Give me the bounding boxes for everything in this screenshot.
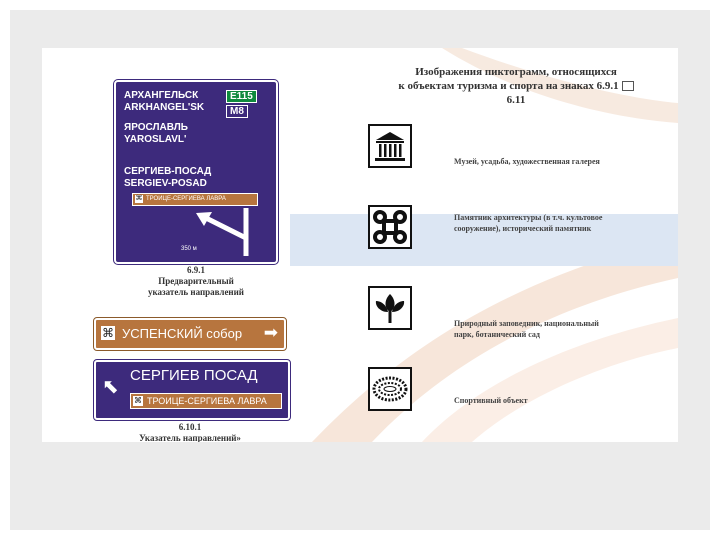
route-e115-badge: E115 bbox=[226, 90, 257, 103]
route-m8-badge: M8 bbox=[226, 105, 248, 118]
distance-label: 350 м bbox=[181, 246, 197, 252]
heading-line: Изображения пиктограмм, относящихся bbox=[415, 66, 617, 78]
sign-6-10-1 bbox=[94, 360, 290, 420]
monument-icon bbox=[370, 207, 410, 247]
cultural-heritage-icon: ⌘ bbox=[134, 396, 142, 405]
pictogram-label-line: Природный заповедник, национальный bbox=[454, 319, 599, 328]
pictogram-label-nature bbox=[454, 318, 599, 340]
caption-6-10-1 bbox=[94, 422, 286, 442]
heading-line bbox=[366, 79, 666, 93]
pictogram-label-line: парк, ботанический сад bbox=[454, 330, 540, 339]
sign-line-yaroslavl-ru: ЯРОСЛАВЛЬ bbox=[124, 122, 188, 133]
caption-number: 6.10.1 bbox=[178, 422, 202, 432]
sign-line-arkhangelsk-ru: АРХАНГЕЛЬСК bbox=[124, 90, 199, 101]
lavra-plate bbox=[130, 393, 282, 409]
museum-icon bbox=[370, 126, 410, 166]
sign-line-sergiev-ru: СЕРГИЕВ-ПОСАД bbox=[124, 166, 212, 177]
cultural-heritage-icon: ⌘ bbox=[135, 195, 143, 202]
lavra-plate bbox=[132, 193, 258, 206]
brown-sign-text: УСПЕНСКИЙ собор bbox=[122, 326, 243, 341]
brown-direction-sign bbox=[94, 318, 286, 350]
museum-icon bbox=[368, 124, 412, 168]
up-left-arrow-icon: ⬉ bbox=[102, 376, 119, 398]
caption-6-9-1 bbox=[114, 265, 278, 298]
caption-line: Указатель направлений» bbox=[139, 433, 241, 442]
sports-facility-icon bbox=[370, 369, 410, 409]
heading-line-text: к объектам туризма и спорта на знаках 6.9.1 bbox=[398, 80, 619, 92]
lavra-plate-text: ТРОИЦЕ-СЕРГИЕВА ЛАВРА bbox=[147, 396, 267, 406]
pictogram-label-line: Памятник архитектуры (в т.ч. культовое bbox=[454, 213, 603, 222]
slide-frame bbox=[10, 10, 710, 530]
sign-line-arkhangelsk-en: ARKHANGEL'SK bbox=[124, 102, 205, 113]
nature-reserve-icon bbox=[368, 286, 412, 330]
pictograms-heading bbox=[366, 65, 666, 107]
pictogram-label-museum bbox=[454, 156, 600, 167]
document-icon bbox=[622, 81, 634, 91]
caption-line: указатель направлений bbox=[147, 287, 244, 297]
sign-6-9-1 bbox=[114, 80, 278, 264]
sports-facility-icon bbox=[368, 367, 412, 411]
monument-icon bbox=[368, 205, 412, 249]
slide bbox=[42, 48, 678, 442]
lavra-plate-text: ТРОИЦЕ-СЕРГИЕВА ЛАВРА bbox=[146, 196, 226, 202]
pictogram-label-line: Спортивный объект bbox=[454, 396, 528, 405]
sign-title: СЕРГИЕВ ПОСАД bbox=[130, 367, 258, 384]
heading-line: 6.11 bbox=[506, 94, 526, 106]
pictogram-label-line: сооружение), исторический памятник bbox=[454, 224, 592, 233]
nature-reserve-icon bbox=[370, 288, 410, 328]
caption-number: 6.9.1 bbox=[187, 265, 205, 275]
pictogram-label-sports bbox=[454, 395, 528, 406]
sign-line-yaroslavl-en: YAROSLAVL' bbox=[124, 134, 187, 145]
sign-line-sergiev-en: SERGIEV-POSAD bbox=[124, 178, 207, 189]
cultural-heritage-icon: ⌘ bbox=[102, 326, 114, 340]
pictogram-label-line: Музей, усадьба, художественная галерея bbox=[454, 157, 600, 166]
pictogram-label-monument bbox=[454, 212, 602, 234]
right-arrow-icon: ➡ bbox=[263, 323, 278, 342]
caption-line: Предварительный bbox=[158, 276, 234, 286]
